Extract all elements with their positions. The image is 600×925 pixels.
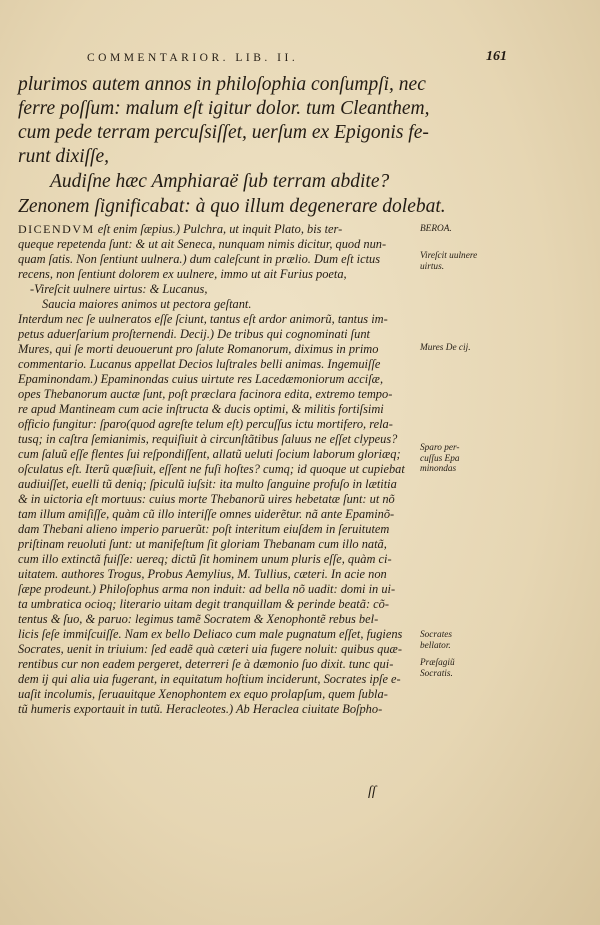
marginal-note: BEROA.	[420, 224, 452, 234]
text-line: runt dixiſſe,	[18, 146, 109, 167]
text-line: cum pede terram percuſsiſſet, uerſum ex Epigonis fe-	[18, 122, 429, 143]
commentary-line: queque repetenda ſunt: & ut ait Seneca, nunquam nimis dicitur, quod nun-	[18, 237, 387, 251]
commentary-line: -Vireſcit uulnere uirtus: & Lucanus,	[30, 282, 208, 296]
commentary-line: uaſit incolumis, ſeruauitque Xenophontem ex equo prolapſum, quem ſubla-	[18, 687, 388, 701]
commentary-line: Socrates, uenit in triuium: ſed eadẽ quà cæteri uia fugere noluit: quibus quæ-	[18, 642, 402, 656]
marginal-note: Præſagiũ Socratis.	[420, 658, 455, 679]
commentary-line: licis ſeſe immiſcuiſſe. Nam ex bello Deliaco cum male pugnatum eſſet, fugiens	[18, 627, 403, 641]
commentary-line: Interdum nec ſe uulneratos eſſe ſciunt, tantus eſt ardor animorũ, tantus im-	[18, 312, 388, 326]
commentary-line: commentario. Lucanus appellat Decios luſtrales belli animas. Ingemuiſſe	[18, 357, 381, 371]
commentary-line: uitatem. authores Trogus, Probus Aemylius, M. Tullius, cæteri. In acie non	[18, 567, 387, 581]
commentary-line: Sauciа maiores animos ut pectora geſtant.	[42, 297, 252, 311]
running-title: COMMENTARIOR. LIB. II.	[87, 52, 299, 64]
commentary-line: Mures, qui ſe morti deuouerunt pro ſalute Romanorum, diximus in primo	[18, 342, 379, 356]
commentary-first-line	[18, 222, 416, 237]
commentary-line: & in uictoria eſt mortuus: cuius morte Thebanorũ uires hebetatæ ſunt: ut nõ	[18, 492, 395, 506]
commentary-line: dam Thebani alieno imperio paruerũt: poſt interitum eiuſdem in ſeruitutem	[18, 522, 390, 536]
commentary-line: tũ humeris exportauit in tutũ. Heracleotes.) Ab Heraclea ciuitate Boſpho-	[18, 702, 383, 716]
commentary-line: petus aduerſarium proſternendi. Decij.) De tribus qui cognominati ſunt	[18, 327, 370, 341]
text-line: Zenonem ſignificabat: à quo illum degenerare dolebat.	[18, 196, 446, 217]
commentary-line: cum illo extinctã fuiſſe: uereq; dictũ ſit hominem unum pluris eſſe, quàm ci-	[18, 552, 392, 566]
commentary-line: tentus & ſuo, & paruo: legimus tamẽ Socratem & Xenophontẽ rebus bel-	[18, 612, 379, 626]
commentary-line: priſtinam reuoluti ſunt: ut manifeſtum ſit gloriam Thebanam cum illo natã,	[18, 537, 387, 551]
commentary-line: quam ſatis. Non ſentiunt uulnera.) dum caleſcunt in prælio. Dum eſt ictus	[18, 252, 381, 266]
commentary-line: re apud Mantineam cum acie inſtructa & ducis optimi, & militis fortiſsimi	[18, 402, 384, 416]
marginal-note: Socrates bellator.	[420, 630, 453, 651]
commentary-line: ta umbratica ocioq; literario uitam degit tranquillam & perinde beatã: cõ-	[18, 597, 389, 611]
marginal-note: Mures De cij.	[420, 343, 471, 353]
commentary-line: rentibus cur non eadem pergeret, deterreri ſe à dæmonio ſuo dixit. tunc qui-	[18, 657, 394, 671]
commentary-line: opes Thebanorum auctæ ſunt, poſt præclara facinora edita, extremo tempo-	[18, 387, 393, 401]
marginal-note: Sparo per-cuſſus Epa minondas	[420, 443, 460, 474]
commentary-line: ſæpe prodeunt.) Philoſophus arma non induit: ad bella nõ uadit: domi in ui-	[18, 582, 396, 596]
marginal-note: Vireſcit uulnere uirtus.	[420, 251, 478, 272]
verse-quote: Audiſne hæc Amphiaraë ſub terram abdite?	[50, 171, 390, 192]
commentary-line: tusq; in caſtra ſemianimis, requiſiuit à circunſtãtibus ſaluus ne eſſet clypeus?	[18, 432, 398, 446]
commentary-line: cum ſaluũ eſſe flentes ſui reſpondiſſent, allatũ ueluti ſocium laborum gloriæq;	[18, 447, 401, 461]
commentary-line: oſculatus eſt. Iterũ quæſiuit, eſſent ne fuſi hoſtes? cumq; id quoque ut cupiebat	[18, 462, 405, 476]
folio-number: 161	[486, 49, 507, 64]
commentary-line: officio fungitur: ſparo(quod agreſte telum eſt) percuſſus ictu mortifero, rela-	[18, 417, 393, 431]
lemma: DICENDVM	[18, 222, 95, 236]
commentary-line: tam illum amiſiſſe, quàm cũ illo interiſſe omnes uiderẽtur. nã ante Epaminõ-	[18, 507, 395, 521]
commentary-line: audiuiſſet, euelli tũ deniq; ſpiculũ iuſsit: ita multo ſanguine profuſo in lætitia	[18, 477, 397, 491]
catchword: ſſ	[368, 784, 376, 799]
commentary-line: dem ij qui alia uia fugerant, in equitatum hoſtium inciderunt, Socrates ipſe e-	[18, 672, 401, 686]
text-line: plurimos autem annos in philoſophia conſumpſi, nec	[18, 74, 426, 95]
commentary-line: Epaminondam.) Epaminondas cuius uirtute res Lacedæmoniorum acciſæ,	[18, 372, 384, 386]
commentary-line: recens, non ſentiunt dolorem ex uulnere, immo ut ait Furius poeta,	[18, 267, 347, 281]
text-line: ferre poſſum: malum eſt igitur dolor. tum Cleanthem,	[18, 98, 430, 119]
first-line-rest: eſt enim ſæpius.) Pulchra, ut inquit Plato, bis ter-	[94, 222, 343, 236]
